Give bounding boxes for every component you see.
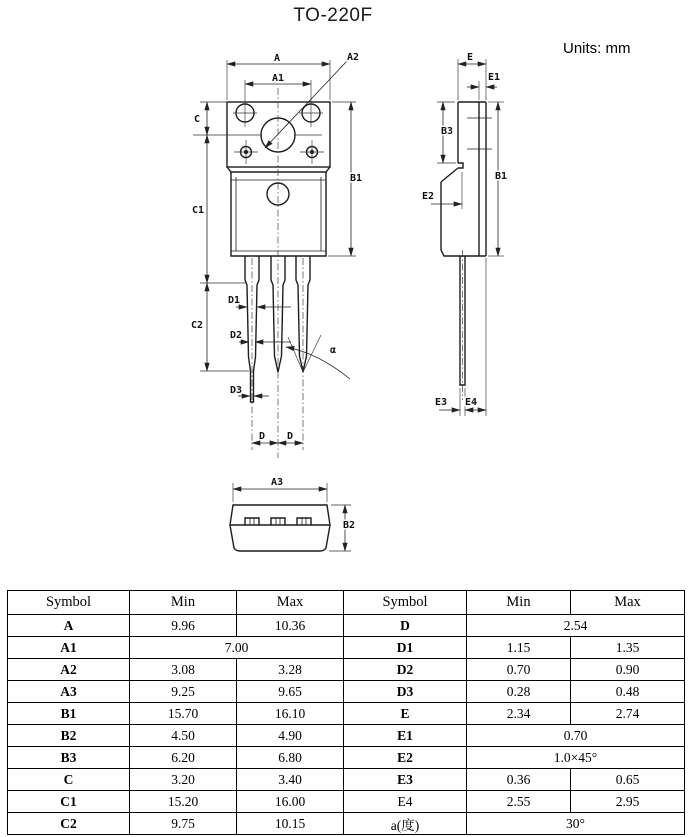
symbol-cell: A2: [8, 659, 130, 681]
front-view: [227, 102, 330, 402]
max-cell: 1.35: [571, 637, 685, 659]
table-row: [8, 747, 685, 769]
symbol-cell: A3: [8, 681, 130, 703]
symbol-cell: a(度): [344, 813, 467, 835]
max-cell: 10.15: [237, 813, 344, 835]
min-cell: 0.36: [467, 769, 571, 791]
dim-label-E: E: [466, 52, 474, 63]
table-row: [8, 637, 685, 659]
max-cell: 4.90: [237, 725, 344, 747]
min-cell: 4.50: [130, 725, 237, 747]
table-row: [8, 791, 685, 813]
max-cell: 10.36: [237, 615, 344, 637]
symbol-cell: E4: [344, 791, 467, 813]
dim-label-C: C: [193, 114, 201, 125]
max-cell: 0.48: [571, 681, 685, 703]
symbol-cell: B1: [8, 703, 130, 725]
dim-label-C1: C1: [191, 205, 205, 216]
value-cell: 1.0×45°: [467, 747, 685, 769]
dim-label-B1-side: B1: [494, 171, 508, 182]
dim-label-D2: D2: [229, 330, 243, 341]
value-cell: 0.70: [467, 725, 685, 747]
symbol-cell: D: [344, 615, 467, 637]
symbol-cell: B2: [8, 725, 130, 747]
dim-label-B2: B2: [342, 520, 356, 531]
value-cell: 7.00: [130, 637, 344, 659]
bottom-view: [230, 505, 330, 551]
dim-label-B3: B3: [440, 126, 454, 137]
dim-label-A: A: [273, 53, 281, 64]
table-row: [8, 725, 685, 747]
max-cell: 0.65: [571, 769, 685, 791]
table-row: [8, 703, 685, 725]
min-cell: 2.55: [467, 791, 571, 813]
min-cell: 9.75: [130, 813, 237, 835]
table-row: [8, 813, 685, 835]
max-cell: 3.28: [237, 659, 344, 681]
max-cell: 9.65: [237, 681, 344, 703]
dim-label-B1-front: B1: [349, 173, 363, 184]
dim-label-E3: E3: [434, 397, 448, 408]
dim-label-D3: D3: [229, 385, 243, 396]
min-cell: 3.08: [130, 659, 237, 681]
symbol-cell: C: [8, 769, 130, 791]
side-view: [441, 102, 486, 385]
min-cell: 15.20: [130, 791, 237, 813]
dim-label-C2: C2: [190, 320, 204, 331]
dim-label-A2: A2: [346, 52, 360, 63]
min-cell: 0.28: [467, 681, 571, 703]
dim-label-A3: A3: [270, 477, 284, 488]
page-title: TO-220F: [293, 5, 373, 26]
header-min: Min: [467, 591, 571, 615]
min-cell: 3.20: [130, 769, 237, 791]
symbol-cell: A: [8, 615, 130, 637]
max-cell: 16.00: [237, 791, 344, 813]
header-min: Min: [130, 591, 237, 615]
dim-label-D1: D1: [227, 295, 241, 306]
min-cell: 6.20: [130, 747, 237, 769]
header-max: Max: [571, 591, 685, 615]
max-cell: 3.40: [237, 769, 344, 791]
dim-label-alpha: α: [329, 345, 337, 356]
min-cell: 15.70: [130, 703, 237, 725]
table-row: [8, 769, 685, 791]
dim-label-E2: E2: [421, 191, 435, 202]
symbol-cell: E3: [344, 769, 467, 791]
table-header: [8, 591, 685, 615]
header-symbol: Symbol: [8, 591, 130, 615]
symbol-cell: C1: [8, 791, 130, 813]
dim-label-E4: E4: [464, 397, 478, 408]
min-cell: 1.15: [467, 637, 571, 659]
max-cell: 16.10: [237, 703, 344, 725]
value-cell: 2.54: [467, 615, 685, 637]
max-cell: 2.95: [571, 791, 685, 813]
units-label: Units: mm: [563, 40, 631, 57]
symbol-cell: D3: [344, 681, 467, 703]
dim-label-D-left: D: [258, 431, 266, 442]
header-max: Max: [237, 591, 344, 615]
max-cell: 2.74: [571, 703, 685, 725]
dim-label-D-right: D: [286, 431, 294, 442]
max-cell: 6.80: [237, 747, 344, 769]
value-cell: 30°: [467, 813, 685, 835]
symbol-cell: E2: [344, 747, 467, 769]
symbol-cell: D2: [344, 659, 467, 681]
dimensions-table: [7, 590, 685, 835]
table-row: [8, 681, 685, 703]
symbol-cell: C2: [8, 813, 130, 835]
min-cell: 9.96: [130, 615, 237, 637]
symbol-cell: A1: [8, 637, 130, 659]
symbol-cell: B3: [8, 747, 130, 769]
dim-label-A1: A1: [271, 73, 285, 84]
table-row: [8, 659, 685, 681]
header-symbol: Symbol: [344, 591, 467, 615]
symbol-cell: E: [344, 703, 467, 725]
dim-label-E1: E1: [487, 72, 501, 83]
min-cell: 2.34: [467, 703, 571, 725]
symbol-cell: D1: [344, 637, 467, 659]
max-cell: 0.90: [571, 659, 685, 681]
table-row: [8, 615, 685, 637]
min-cell: 9.25: [130, 681, 237, 703]
min-cell: 0.70: [467, 659, 571, 681]
symbol-cell: E1: [344, 725, 467, 747]
